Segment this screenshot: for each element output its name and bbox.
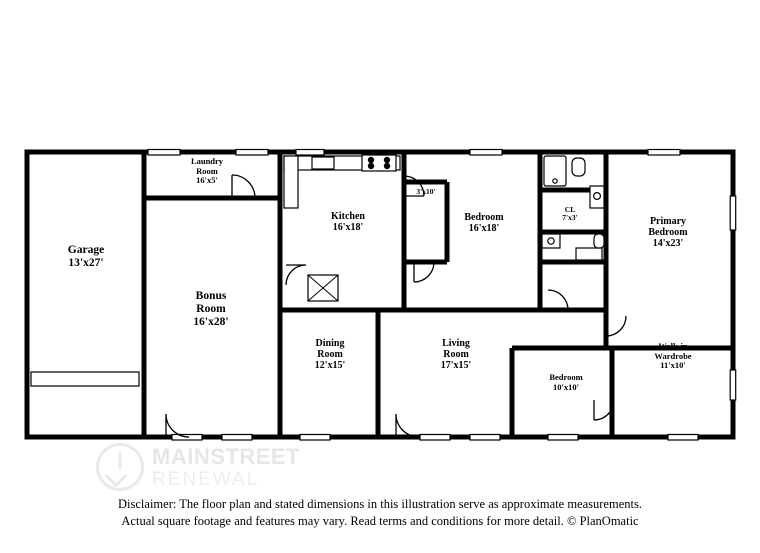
room-dimensions: 16'x18' xyxy=(468,223,500,235)
room-label-living-room xyxy=(441,338,472,372)
disclaimer-line-1: Disclaimer: The floor plan and stated dimensions in this illustration serve as approximate measurements. xyxy=(118,497,642,511)
room-dimensions: 7'x3' xyxy=(562,213,578,223)
room-name: Primary Bedroom xyxy=(648,216,688,239)
room-name: Bedroom xyxy=(464,212,504,223)
room-label-walk-in-wardrobe xyxy=(654,342,691,371)
room-name: Walk-in Wardrobe xyxy=(654,341,692,361)
room-name: Living Room xyxy=(442,338,470,361)
room-name: Dining Room xyxy=(315,338,345,361)
windows xyxy=(148,150,736,441)
room-label-laundry xyxy=(191,157,223,186)
room-name: Garage xyxy=(67,244,105,256)
mainstreet-logo-icon xyxy=(96,443,144,491)
room-label-bedroom-2 xyxy=(464,212,503,234)
room-label-bath-small xyxy=(416,188,435,196)
room-dimensions: 12'x15' xyxy=(314,360,346,372)
room-dimensions: 14'x23' xyxy=(652,238,684,250)
disclaimer xyxy=(0,496,760,529)
room-label-garage xyxy=(68,244,104,270)
room-dimensions: 16'x5' xyxy=(196,175,218,186)
room-dimensions: 10'x10' xyxy=(553,381,579,392)
room-name: Laundry Room xyxy=(190,156,224,176)
room-label-closet xyxy=(562,206,577,223)
room-name: Bonus Room xyxy=(195,290,227,315)
watermark-line-2: RENEWAL xyxy=(152,468,260,490)
room-name: Kitchen xyxy=(331,211,365,222)
room-label-dining-room xyxy=(315,338,346,372)
room-dimensions: 16'x18' xyxy=(332,222,364,234)
watermark-line-1: MAINSTREET xyxy=(152,443,300,469)
disclaimer-line-2: Actual square footage and features may vary. Read terms and conditions for more detail. © PlanOmatic xyxy=(121,513,639,528)
room-dimensions: 13'x27' xyxy=(68,256,104,269)
room-label-primary-bedroom xyxy=(648,216,687,250)
room-name: Bedroom xyxy=(549,372,583,382)
room-label-bonus-room xyxy=(193,290,228,329)
room-name: CL xyxy=(564,205,576,214)
room-dimensions: 11'x10' xyxy=(660,360,686,371)
watermark xyxy=(96,443,300,491)
room-label-kitchen xyxy=(331,211,365,233)
room-label-bedroom-3 xyxy=(549,373,582,392)
room-dimensions: 16'x28' xyxy=(193,315,229,328)
room-dimensions: 17'x15' xyxy=(440,360,472,372)
room-dimensions: 3'x10' xyxy=(416,187,436,196)
